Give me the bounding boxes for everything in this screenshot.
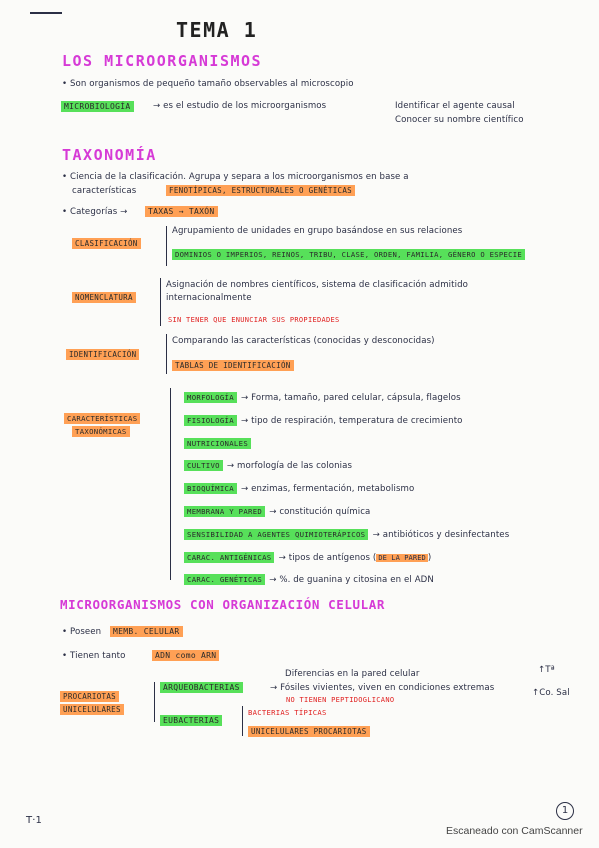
caracteristica-highlight-2: DE LA PARED	[378, 553, 426, 562]
caracteristicas-label-1: CARACTERÍSTICAS	[64, 413, 140, 424]
nomenclatura-brace	[160, 278, 161, 326]
caracteristica-highlight: SENSIBILIDAD A AGENTES QUIMIOTERÁPICOS	[184, 529, 368, 540]
intro-line: • Son organismos de pequeño tamaño observables al microscopio	[62, 79, 354, 89]
taxonomia-def-line2: características	[72, 186, 137, 196]
caracteristica-text: → tipo de respiración, temperatura de crecimiento	[241, 415, 463, 426]
categorias-highlight: TAXAS → TAXÓN	[145, 206, 218, 217]
caracteristica-highlight: NUTRICIONALES	[184, 438, 251, 449]
eubacterias-brace	[242, 706, 243, 736]
arqueobacterias-note-sal: ↑Co. Sal	[532, 688, 570, 698]
eubacterias-red-note: BACTERIAS TÍPICAS	[248, 708, 327, 717]
caracteristica-highlight: FISIOLOGÍA	[184, 415, 237, 426]
caracteristica-highlight: MEMBRANA Y PARED	[184, 506, 265, 517]
arqueobacterias-text-2: → Fósiles vivientes, viven en condiciones extremas	[270, 683, 495, 693]
posee-line: • Poseen	[62, 627, 102, 637]
caracteristica-highlight: CULTIVO	[184, 460, 223, 471]
eubacterias-highlight: EUBACTERIAS	[160, 715, 222, 726]
caracteristica-text: → %. de guanina y citosina en el ADN	[269, 575, 434, 586]
microbiologia-goal-2: Conocer su nombre científico	[395, 115, 524, 125]
nomenclatura-red-note: SIN TENER QUE ENUNCIAR SUS PROPIEDADES	[168, 316, 340, 324]
caracteristica-highlight: CARAC. ANTIGÉNICAS	[184, 552, 274, 563]
caracteristica-text: → constitución química	[269, 507, 371, 517]
caracteristicas-label-2: TAXONÓMICAS	[72, 426, 130, 437]
caracteristica-highlight: CARAC. GENÉTICAS	[184, 574, 265, 585]
caracteristica-tail: )	[427, 552, 432, 563]
arqueobacterias-highlight: ARQUEOBACTERIAS	[160, 682, 243, 693]
arqueobacterias-red-note: NO TIENEN PEPTIDOGLICANO	[286, 696, 395, 704]
caracteristica-highlight: MORFOLOGÍA	[184, 392, 237, 403]
microbiologia-goal-1: Identificar el agente causal	[395, 101, 515, 111]
scanner-watermark: Escaneado con CamScanner	[446, 825, 583, 837]
microbiologia-highlight: MICROBIOLOGÍA	[61, 101, 134, 112]
page-number-text: 1	[561, 805, 569, 816]
adn-arn-highlight: ADN como ARN	[152, 650, 219, 661]
procariotas-brace	[154, 682, 155, 722]
identificacion-label: IDENTIFICACIÓN	[66, 349, 139, 360]
clasificacion-text: Agrupamiento de unidades en grupo basándose en sus relaciones	[172, 226, 463, 236]
clasificacion-brace	[166, 226, 167, 266]
eubacterias-highlight-2: UNICELULARES PROCARIOTAS	[248, 726, 370, 737]
top-mark	[30, 12, 62, 14]
arqueobacterias-text-1: Diferencias en la pared celular	[285, 669, 420, 679]
identificacion-highlight: TABLAS DE IDENTIFICACIÓN	[172, 360, 294, 371]
caracteristica-text: → antibióticos y desinfectantes	[372, 529, 510, 540]
caracteristicas-brace	[170, 388, 171, 580]
arqueobacterias-note-temp: ↑Tª	[538, 665, 555, 675]
procariotas-label-1: PROCARIOTAS	[60, 691, 119, 702]
section-heading-taxonomia: TAXONOMÍA	[62, 146, 157, 164]
page-title: TEMA 1	[176, 18, 258, 42]
identificacion-text: Comparando las características (conocidas y desconocidas)	[172, 336, 435, 346]
caracteristica-text: → morfología de las colonias	[226, 461, 353, 472]
membrana-highlight: MEMB. CELULAR	[110, 626, 183, 637]
nomenclatura-text-1: Asignación de nombres científicos, sistema de clasificación admitido	[166, 280, 469, 290]
nomenclatura-label: NOMENCLATURA	[72, 292, 136, 303]
taxonomia-def-line1: • Ciencia de la clasificación. Agrupa y separa a los microorganismos en base a	[62, 172, 409, 182]
categorias-label: • Categorías →	[62, 207, 128, 217]
page-number	[556, 802, 574, 820]
microbiologia-definition: → es el estudio de los microorganismos	[153, 101, 327, 111]
section-heading-organizacion-celular: MICROORGANISMOS CON ORGANIZACIÓN CELULAR	[60, 597, 386, 612]
nomenclatura-text-2: internacionalmente	[166, 293, 252, 303]
caracteristica-text: → Forma, tamaño, pared celular, cápsula, flagelos	[241, 393, 461, 403]
clasificacion-highlight: DOMINIOS O IMPERIOS, REINOS, TRIBU, CLASE, ORDEN, FAMILIA, GÉNERO O ESPECIE	[172, 249, 525, 260]
caracteristica-highlight: BIOQUÍMICA	[184, 483, 237, 494]
tienen-line: • Tienen tanto	[62, 651, 126, 661]
caracteristica-text: → tipos de antígenos ( DE LA PARED )	[278, 552, 432, 563]
section-heading-microorganismos: LOS MICROORGANISMOS	[62, 52, 263, 70]
clasificacion-label: CLASIFICACIÓN	[72, 238, 141, 249]
identificacion-brace	[166, 334, 167, 374]
taxonomia-characteristics-highlight: FENOTÍPICAS, ESTRUCTURALES O GENÉTICAS	[166, 185, 355, 196]
caracteristica-text: → enzimas, fermentación, metabolismo	[241, 484, 415, 495]
footer-left: T·1	[26, 815, 42, 826]
procariotas-label-2: UNICELULARES	[60, 704, 124, 715]
